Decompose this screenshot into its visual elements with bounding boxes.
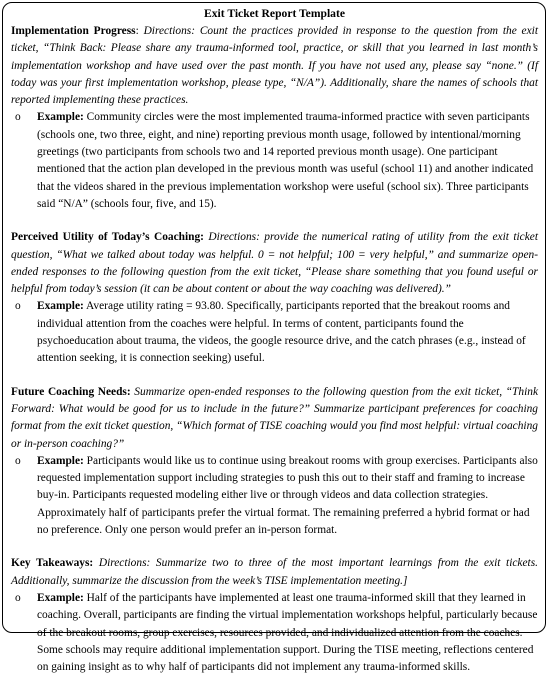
section-implementation-progress <box>11 23 538 213</box>
example-list-item <box>11 109 538 213</box>
section-directions: Directions: Summarize two to three of the most important learnings from the exit tickets. Additionally, summarize the discussion from the week’s TISE implementation meeting.] <box>11 557 538 587</box>
section-heading: Implementation Progress <box>11 25 136 37</box>
document-title: Exit Ticket Report Template <box>204 7 345 20</box>
section-directions-paragraph <box>11 555 538 590</box>
example-label: Example: <box>37 454 84 467</box>
report-template-box <box>2 2 546 674</box>
example-list-item <box>11 453 538 539</box>
section-future-coaching-needs <box>11 384 538 540</box>
example-text: Community circles were the most implemented trauma-informed practice with seven participants (schools one, two three, eight, and nine) reporting previous month usage, followed by intentional/morning greetings (two participants from schools two and 14 reported previous month usage). One participant mentioned that the action plan developed in the previous month was useful (school 11) and another indicated that the videos shared in the previous implementation workshop were useful (school six). Three participants said “N/A” (schools four, five, and 15). <box>37 111 534 210</box>
section-heading: Perceived Utility of Today’s Coaching: <box>11 231 204 244</box>
bullet-marker: o <box>15 111 21 124</box>
section-directions-paragraph <box>11 384 538 453</box>
example-paragraph <box>37 590 538 676</box>
section-directions: Summarize open-ended responses to the following question from the exit ticket, “Think Forward: What would be good for us to include in the future?” Summarize participant preferences for coaching format from the exit ticket question, “Which format of TISE coaching would you find most helpful: virtual coaching or in-person coaching?” <box>11 385 538 450</box>
section-directions-paragraph <box>11 229 538 298</box>
example-label: Example: <box>37 300 84 313</box>
example-label: Example: <box>37 111 84 124</box>
heading-separator: : <box>135 25 144 37</box>
bullet-marker: o <box>15 591 21 604</box>
example-list-item <box>11 298 538 367</box>
example-paragraph <box>37 298 538 367</box>
example-paragraph <box>37 109 538 213</box>
section-directions: Directions: Count the practices provided in response to the question from the exit ticket, “Think Back: Please share any trauma-informed tool, practice, or skill that you learned in last month’s implementation workshop and have used over the past month. If you have not used any, please say “none.” (If today was your first implementation workshop, please type, “N/A”). Additionally, share the names of schools that reported implementing these practices. <box>11 25 538 107</box>
example-paragraph <box>37 453 538 539</box>
example-text: Half of the participants have implemented at least one trauma-informed skill that they learned in coaching. Overall, participants are finding the virtual implementation workshops helpful, particularly because of the breakout rooms, group exercises, resources provided, and individualized attention from the coaches. Some schools may require additional implementation support. During the TISE meeting, reflections centered on gaining insight as to why half of participants did not implement any trauma-informed skills. <box>37 591 538 674</box>
section-key-takeaways <box>11 555 538 676</box>
example-list-item <box>11 590 538 676</box>
section-directions: Directions: provide the numerical rating of utility from the exit ticket question, “What we talked about today was helpful. 0 = not helpful; 100 = very helpful,” and summarize open-ended responses to the following question from the exit ticket, “Please share something that you found useful or helpful from today’s session (it can be about content or about the way coaching was delivered).” <box>11 231 538 296</box>
bullet-marker: o <box>15 454 21 467</box>
example-label: Example: <box>37 591 84 604</box>
section-directions-paragraph <box>11 23 538 109</box>
section-heading: Future Coaching Needs: <box>11 385 131 398</box>
example-text: Participants would like us to continue using breakout rooms with group exercises. Participants also requested implementation support including strategies to push this out to their staff and framing to increase buy-in. Participants requested modeling either live or through videos and data collection strategies. Approximately half of participants prefer the virtual format. The remaining preferred a hybrid format or had no preference. Only one person would prefer an in-person format. <box>37 454 538 537</box>
section-heading: Key Takeaways: <box>11 557 94 570</box>
example-text: Average utility rating = 93.80. Specifically, participants reported that the breakout rooms and individual attention from the coaches were helpful. In terms of content, participants found the psychoeducation about trauma, the videos, the google resource drive, and the catch phrases (e.g., instead of attention seeking, it is connection seeking) useful. <box>37 300 526 365</box>
section-perceived-utility <box>11 229 538 367</box>
bullet-marker: o <box>15 300 21 313</box>
